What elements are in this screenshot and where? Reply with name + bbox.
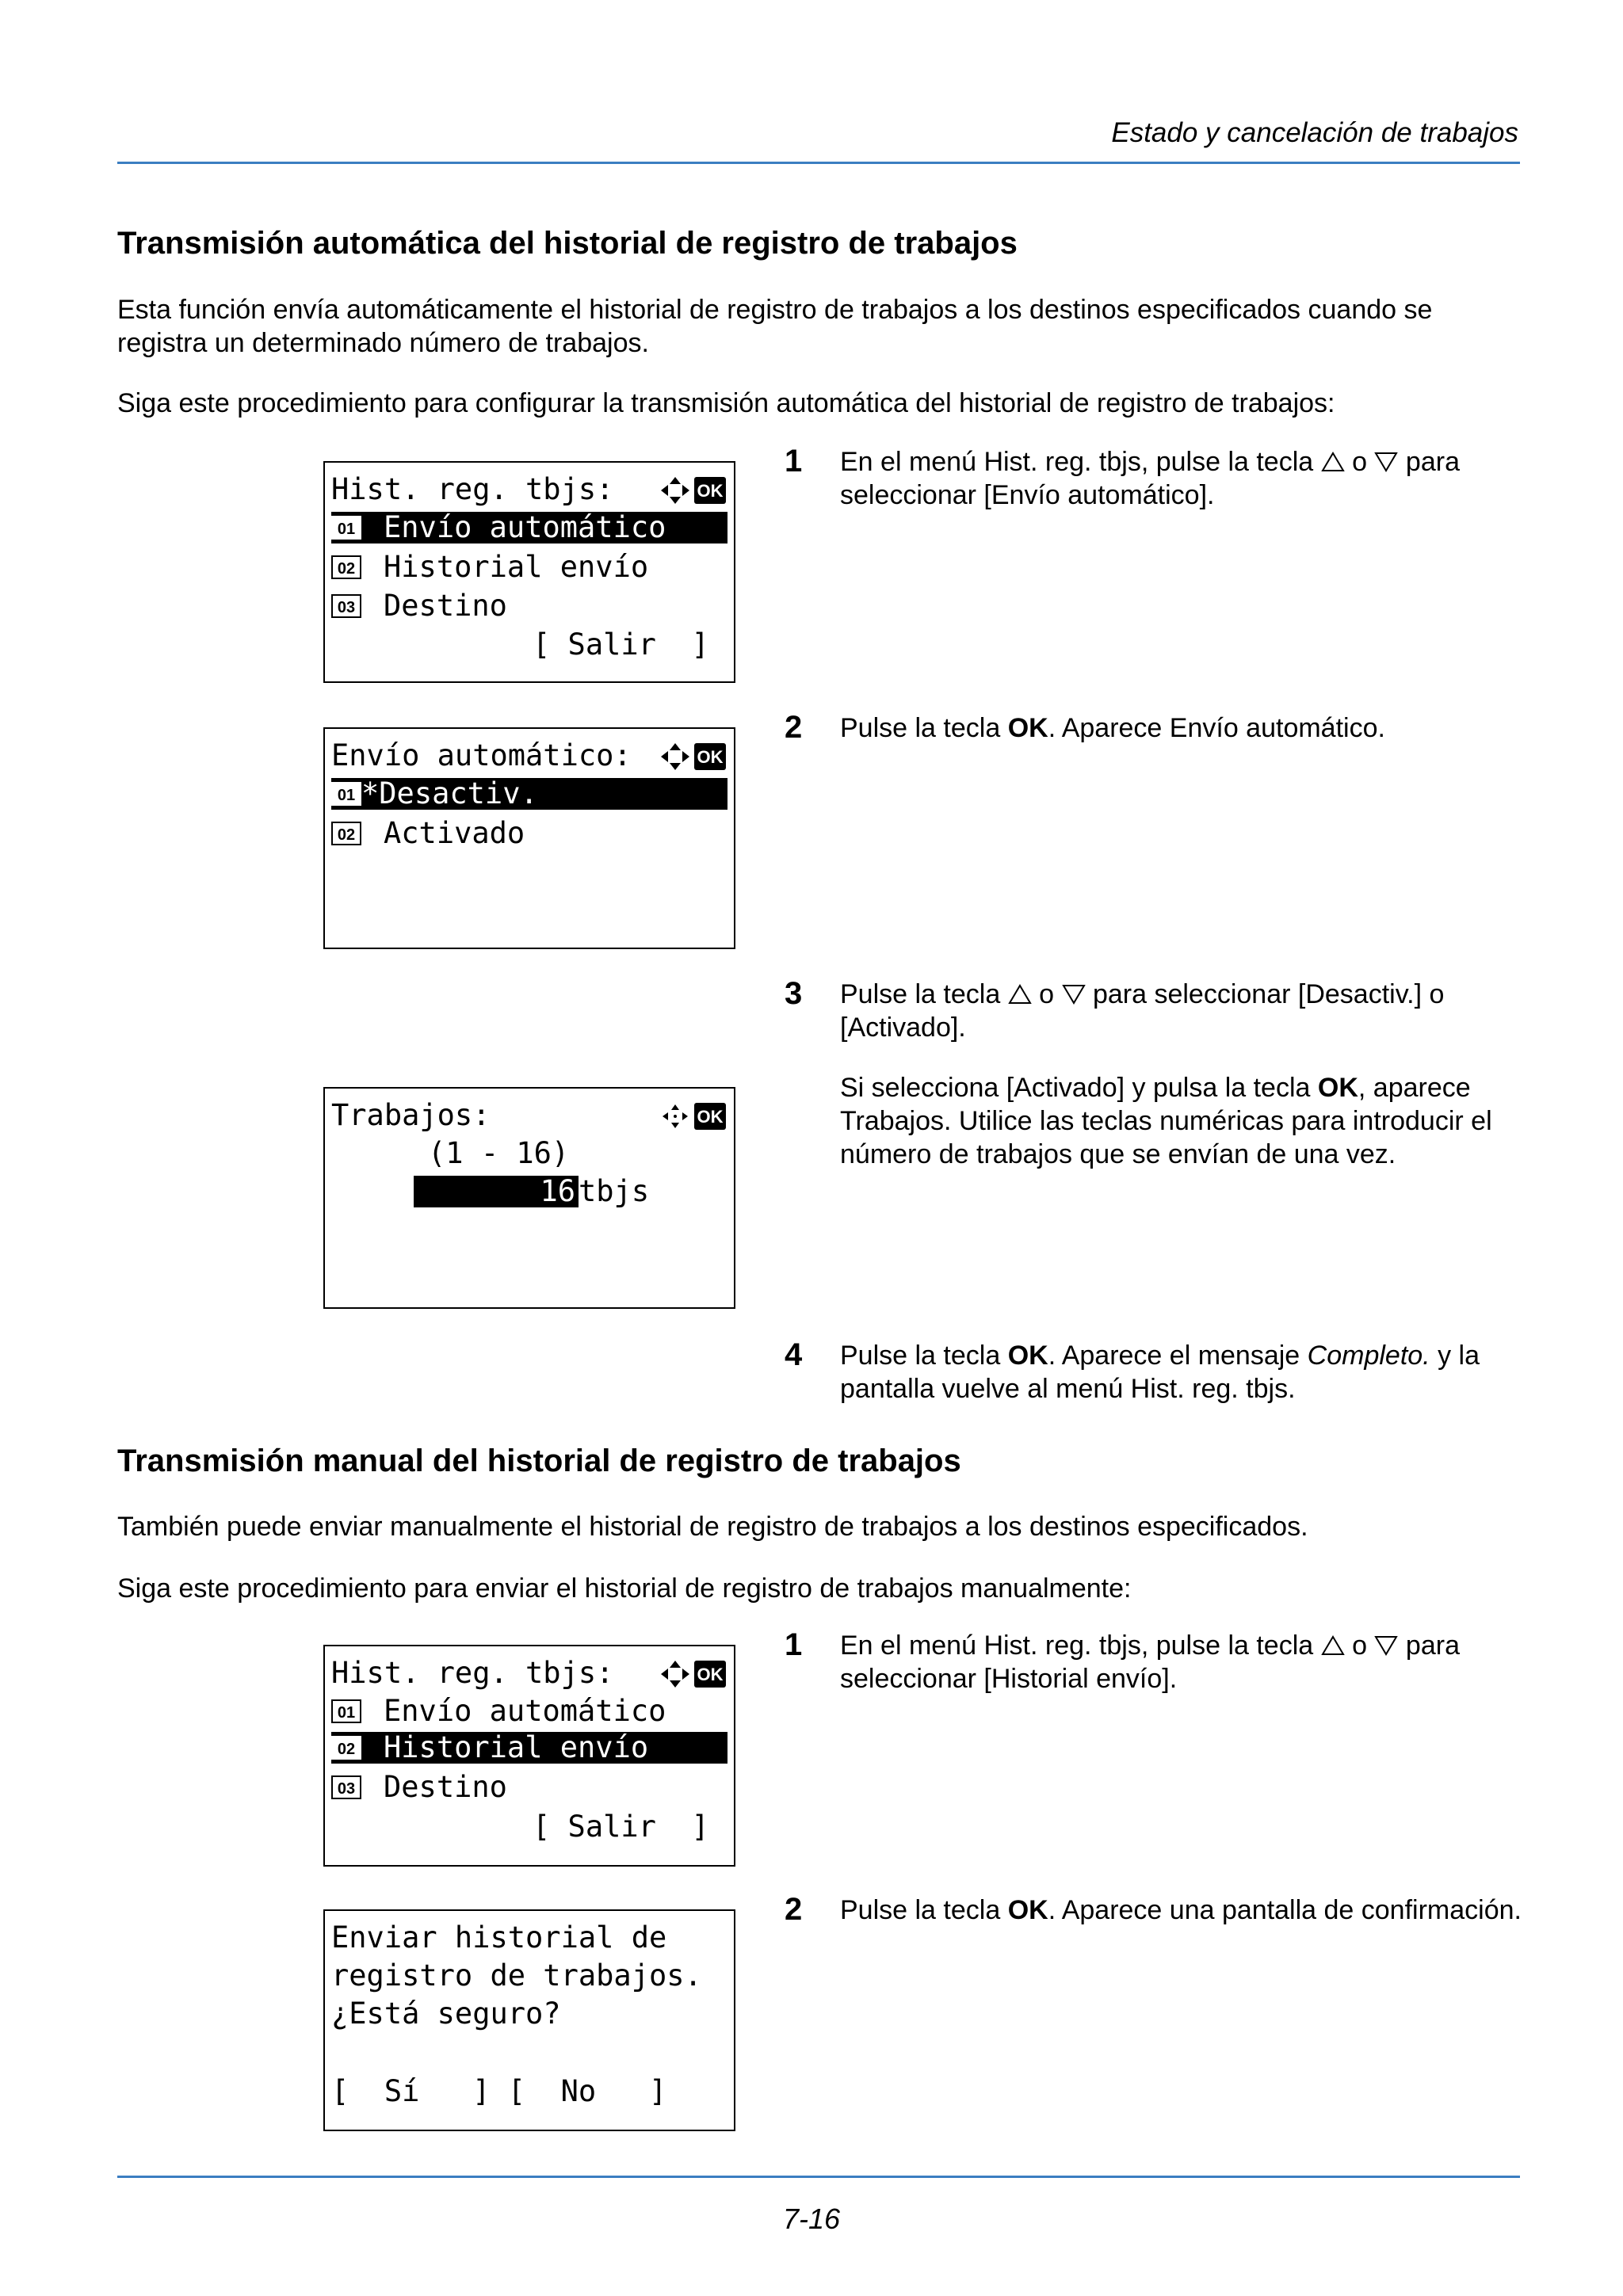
lcd-title: Trabajos:: [331, 1098, 491, 1132]
lcd-screen-menu: [323, 461, 735, 683]
lcd-item: 03 Destino: [331, 1772, 727, 1803]
page-number: 7-16: [782, 2203, 841, 2235]
step-number: 2: [785, 1892, 803, 1927]
lcd-item-selected: 02 Historial envío: [331, 1732, 727, 1764]
lcd-line: ¿Está seguro?: [331, 1997, 561, 2031]
step-text: Pulse la tecla OK. Aparece el mensaje Completo. y la pantalla vuelve al menú Hist. reg. tbjs.: [840, 1341, 1480, 1404]
running-header: Estado y cancelación de trabajos: [1111, 117, 1518, 148]
lcd-softkeys-yes-no: [ Sí ] [ No ]: [331, 2074, 667, 2108]
lcd-title: Envío automático:: [331, 738, 632, 772]
step-text: Pulse la tecla o para seleccionar [Desactiv.] o [Activado].: [840, 979, 1445, 1043]
svg-text:02: 02: [337, 1741, 356, 1758]
lcd-value-field: 16: [414, 1176, 579, 1207]
number-01-icon: [331, 782, 361, 806]
lcd-title: Hist. reg. tbjs:: [331, 1656, 614, 1690]
lcd-screen-menu: [323, 1645, 735, 1867]
step-number: 2: [785, 710, 803, 745]
nav-ok-icon: [659, 475, 727, 505]
number-02-icon: [331, 822, 361, 845]
svg-text:01: 01: [337, 787, 356, 804]
lcd-line: Enviar historial de: [331, 1920, 667, 1955]
section-intro-auto: Esta función envía automáticamente el historial de registro de trabajos a los destinos especificados cuando se registra un determinado número de trabajos.: [117, 295, 1433, 358]
section-title-auto: Transmisión automática del historial de registro de trabajos: [117, 226, 1018, 261]
section-title-manual: Transmisión manual del historial de registro de trabajos: [117, 1444, 961, 1478]
number-03-icon: [331, 1775, 361, 1799]
lcd-item-selected: 01 *Desactiv.: [331, 778, 727, 810]
number-02-icon: [331, 1736, 361, 1760]
section-intro-manual: También puede enviar manualmente el historial de registro de trabajos a los destinos especificados.: [117, 1512, 1308, 1542]
nav-ok-icon: [659, 742, 727, 772]
step-note: Si selecciona [Activado] y pulsa la tecla OK, aparece Trabajos. Utilice las teclas numéricas para introducir el número de trabajos que se envían de una vez.: [840, 1073, 1492, 1169]
step-text: Pulse la tecla OK. Aparece Envío automático.: [840, 713, 1385, 743]
lcd-unit: tbjs: [579, 1174, 650, 1208]
lcd-item: 02 Historial envío: [331, 551, 727, 583]
step-text: Pulse la tecla OK. Aparece una pantalla de confirmación.: [840, 1895, 1522, 1925]
lcd-screen-auto-send: [323, 727, 735, 949]
number-02-icon: [331, 555, 361, 579]
step-number: 1: [785, 444, 803, 479]
lcd-title: Hist. reg. tbjs:: [331, 472, 614, 506]
svg-text:01: 01: [337, 1704, 356, 1722]
lcd-softkey-exit: [ Salir ]: [533, 1810, 709, 1844]
down-triangle-icon: [1062, 984, 1086, 1005]
nav-ok-icon: [659, 1659, 727, 1689]
step-text: En el menú Hist. reg. tbjs, pulse la tecla o para seleccionar [Historial envío].: [840, 1630, 1460, 1694]
step-number: 4: [785, 1337, 803, 1372]
lcd-softkey-exit: [ Salir ]: [533, 627, 709, 662]
lcd-line: registro de trabajos.: [331, 1958, 702, 1993]
lcd-item: 01 Envío automático: [331, 1695, 727, 1727]
lcd-item: 02 Activado: [331, 818, 727, 849]
step-text: En el menú Hist. reg. tbjs, pulse la tecla o para seleccionar [Envío automático].: [840, 447, 1460, 510]
svg-text:02: 02: [337, 560, 356, 578]
lcd-screen-confirm: [323, 1909, 735, 2131]
svg-text:03: 03: [337, 599, 356, 616]
footer-rule: [117, 2176, 1520, 2178]
lcd-range: (1 - 16): [428, 1136, 570, 1170]
up-triangle-icon: [1321, 452, 1345, 472]
svg-text:03: 03: [337, 1780, 356, 1798]
svg-text:02: 02: [337, 826, 356, 844]
lcd-screen-jobs: [323, 1087, 735, 1309]
number-03-icon: [331, 594, 361, 618]
number-01-icon: [331, 516, 361, 540]
section-procedure-auto: Siga este procedimiento para configurar la transmisión automática del historial de registro de trabajos:: [117, 388, 1335, 418]
nav-ok-icon: [659, 1101, 727, 1131]
svg-text:01: 01: [337, 521, 356, 538]
up-triangle-icon: [1321, 1635, 1345, 1656]
down-triangle-icon: [1374, 1635, 1398, 1656]
step-number: 1: [785, 1627, 803, 1662]
header-rule: [117, 162, 1520, 164]
up-triangle-icon: [1008, 984, 1032, 1005]
lcd-item-selected: 01 Envío automático: [331, 512, 727, 543]
section-procedure-manual: Siga este procedimiento para enviar el historial de registro de trabajos manualmente:: [117, 1573, 1132, 1604]
number-01-icon: [331, 1699, 361, 1723]
down-triangle-icon: [1374, 452, 1398, 472]
lcd-item: 03 Destino: [331, 590, 727, 622]
step-number: 3: [785, 976, 803, 1011]
